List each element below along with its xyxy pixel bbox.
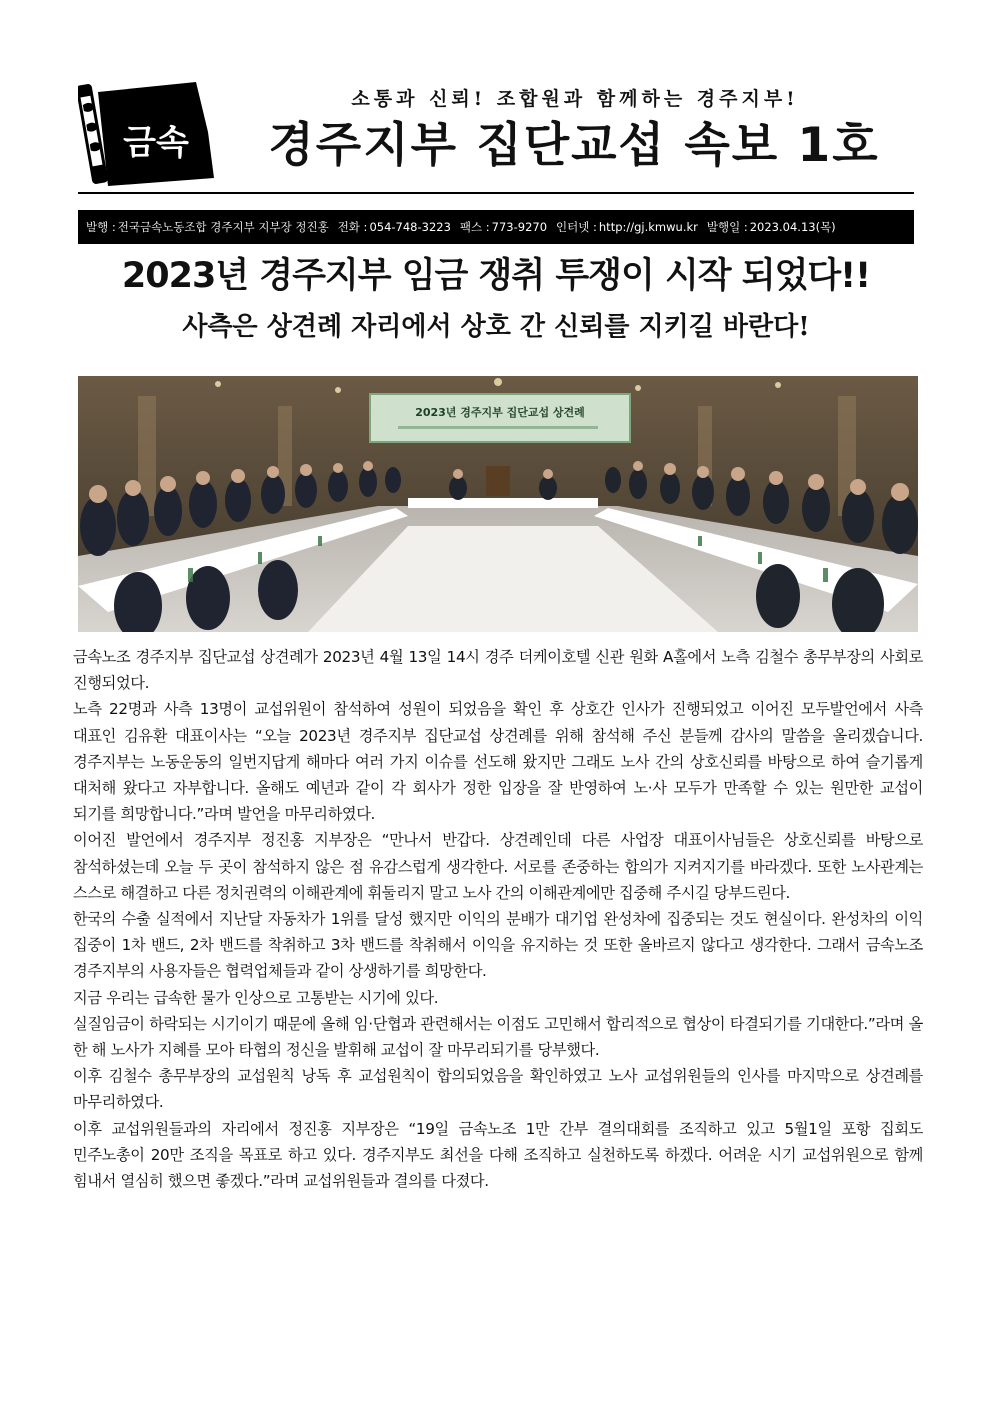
article-body bbox=[73, 644, 923, 1194]
meeting-photo bbox=[78, 376, 918, 632]
article-paragraph: 노측 22명과 사측 13명이 교섭위원이 참석하여 성원이 되었음을 확인 후 상호간 인사가 진행되었고 이어진 모두발언에서 사측 대표인 김유환 대표이사는 “오늘 2023년 경주지부 집단교섭 상견례를 위해 참석해 주신 분들께 감사의 말씀을 올리겠습니다. 경주지부는 노동운동의 일번지답게 해마다 여러 가지 이슈를 선도해 왔지만 그래도 노사 간의 상호신뢰를 바탕으로 하여 슬기롭게 대처해 왔다고 자부합니다. 올해도 예년과 같이 각 회사가 정한 입장을 잘 반영하여 노·사 모두가 만족할 수 있는 원만한 교섭이 되기를 희망합니다.”라며 발언을 마무리하였다. bbox=[73, 700, 923, 824]
article-paragraph: 이후 교섭위원들과의 자리에서 정진홍 지부장은 “19일 금속노조 1만 간부 결의대회를 조직하고 있고 5월1일 포항 집회도 민주노총이 20만 조직을 목표로 하고 있다. 경주지부도 최선을 다해 조직하고 실천하도록 하겠다. 어려운 시기 교섭위원으로 함께 힘내서 열심히 했으면 좋겠다.”라며 교섭위원들과 결의를 다졌다. bbox=[73, 1119, 923, 1191]
fax: 773-9270 bbox=[491, 220, 548, 234]
web-link[interactable]: http://gj.kmwu.kr bbox=[598, 220, 698, 234]
article-paragraph: 실질임금이 하락되는 시기이기 때문에 올해 임·단협과 관련해서는 이점도 고민해서 합리적으로 협상이 타결되기를 기대한다.”라며 올 한 해 노사가 지혜를 모아 타협의 정신을 발휘해 교섭이 잘 마무리되기를 당부했다. bbox=[73, 1014, 923, 1060]
phone-label: 전화 : bbox=[337, 220, 368, 234]
photo-banner-text: 2023년 경주지부 집단교섭 상견례 bbox=[415, 406, 585, 419]
publisher-label: 발행 : bbox=[86, 220, 116, 234]
phone: 054-748-3223 bbox=[369, 220, 451, 234]
slogan: 소통과 신뢰! 조합원과 함께하는 경주지부! bbox=[351, 88, 799, 110]
logo-text: 금속 bbox=[123, 123, 189, 163]
article-paragraph: 한국의 수출 실적에서 지난달 자동차가 1위를 달성 했지만 이익의 분배가 대기업 완성차에 집중되는 것도 현실이다. 완성차의 이익 집중이 1차 밴드, 2차 밴드를 착취하고 3차 밴드를 착취해서 이익을 유지하는 것 또한 올바르지 않다고 생각한다. 그래서 금속노조 경주지부의 사용자들은 협력업체들과 같이 상생하기를 희망한다. bbox=[73, 910, 923, 981]
web-label: 인터넷 : bbox=[556, 220, 597, 234]
masthead-rule bbox=[78, 192, 914, 194]
article-paragraph: 이어진 발언에서 경주지부 정진홍 지부장은 “만나서 반갑다. 상견례인데 다른 사업장 대표이사님들은 상호신뢰를 바탕으로 참석하셨는데 오늘 두 곳이 참석하지 않은 점 유감스럽게 생각한다. 서로를 존중하는 합의가 지켜지기를 바라겠다. 또한 노사관계는 스스로 해결하고 다른 정치권력의 이해관계에 휘둘리지 말고 노사 간의 이해관계에만 집중해 주시길 당부드린다. bbox=[73, 831, 923, 902]
date-label: 발행일 : bbox=[706, 220, 748, 234]
publisher: 전국금속노동조합 경주지부 지부장 정진홍 bbox=[117, 220, 329, 234]
subheadline: 사측은 상견례 자리에서 상호 간 신뢰를 지키길 바란다! bbox=[182, 312, 810, 342]
article-paragraph: 지금 우리는 급속한 물가 인상으로 고통받는 시기에 있다. bbox=[73, 988, 439, 1007]
headline: 2023년 경주지부 임금 쟁취 투쟁이 시작 되었다!! bbox=[121, 256, 871, 296]
article-paragraph: 이후 김철수 총무부장의 교섭원칙 낭독 후 교섭원칙이 합의되었음을 확인하였고 노사 교섭위원들의 인사를 마지막으로 상견례를 마무리하였다. bbox=[73, 1067, 923, 1112]
publication-info-bar bbox=[78, 210, 914, 244]
article-paragraph: 금속노조 경주지부 집단교섭 상견례가 2023년 4월 13일 14시 경주 더케이호텔 신관 원화 A홀에서 노측 김철수 총무부장의 사회로 진행되었다. bbox=[73, 648, 923, 693]
newsletter-title: 경주지부 집단교섭 속보 1호 bbox=[268, 118, 880, 173]
fax-label: 팩스 : bbox=[459, 220, 490, 234]
union-logo bbox=[78, 74, 216, 190]
issue-date: 2023.04.13(목) bbox=[749, 220, 836, 234]
